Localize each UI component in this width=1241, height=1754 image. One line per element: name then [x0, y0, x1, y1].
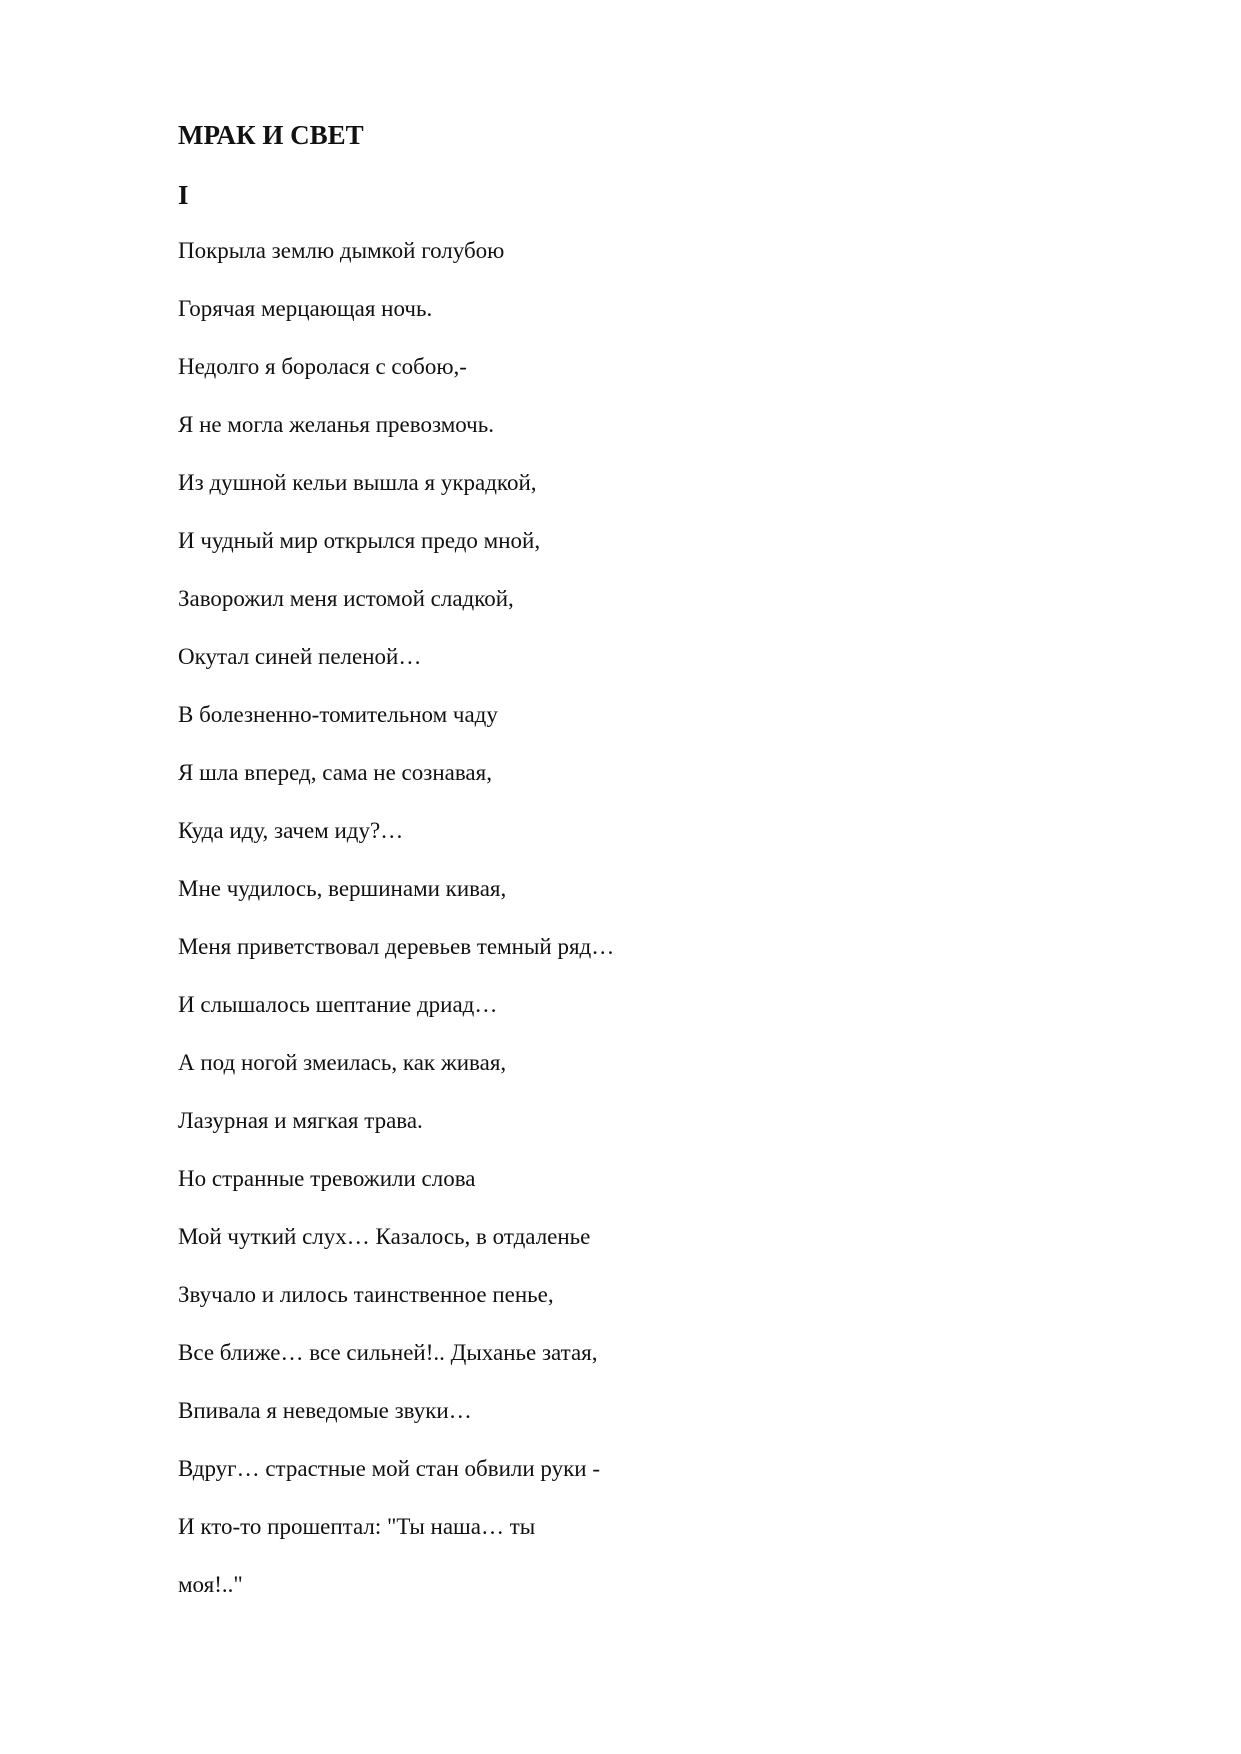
poem-line: И чудный мир открылся предо мной,	[178, 528, 541, 553]
poem-line: Звучало и лилось таинственное пенье,	[178, 1282, 554, 1307]
poem-line: Я не могла желанья превозмочь.	[178, 412, 494, 437]
poem-line: И слышалось шептание дриад…	[178, 992, 498, 1017]
poem-line: Куда иду, зачем иду?…	[178, 818, 404, 843]
poem-lines	[178, 234, 1078, 1602]
poem-line: В болезненно-томительном чаду	[178, 702, 498, 727]
poem-line: Покрыла землю дымкой голубою	[178, 238, 505, 263]
poem-line: Недолго я боролася с собою,-	[178, 354, 467, 379]
poem-line: Лазурная и мягкая трава.	[178, 1108, 423, 1133]
poem-line: А под ногой змеилась, как живая,	[178, 1050, 507, 1075]
poem-line: Горячая мерцающая ночь.	[178, 296, 433, 321]
poem-line: Из душной кельи вышла я украдкой,	[178, 470, 537, 495]
poem-line: Вдруг… страстные мой стан обвили руки -	[178, 1456, 600, 1481]
poem-line: Заворожил меня истомой сладкой,	[178, 586, 514, 611]
poem-line: моя!.."	[178, 1572, 243, 1597]
poem-line: Окутал синей пеленой…	[178, 644, 422, 669]
poem-line: Но странные тревожили слова	[178, 1166, 476, 1191]
poem-title: МРАК И СВЕТ	[178, 120, 364, 150]
poem-line: И кто-то прошептал: "Ты наша… ты	[178, 1514, 536, 1539]
poem-line: Все ближе… все сильней!.. Дыханье затая,	[178, 1340, 598, 1365]
section-number: I	[178, 180, 189, 210]
poem-line: Мне чудилось, вершинами кивая,	[178, 876, 507, 901]
poem-line: Меня приветствовал деревьев темный ряд…	[178, 934, 615, 959]
poem-line: Впивала я неведомые звуки…	[178, 1398, 472, 1423]
poem-line: Мой чуткий слух… Казалось, в отдаленье	[178, 1224, 591, 1249]
poem	[178, 116, 1078, 1626]
poem-line: Я шла вперед, сама не сознавая,	[178, 760, 492, 785]
